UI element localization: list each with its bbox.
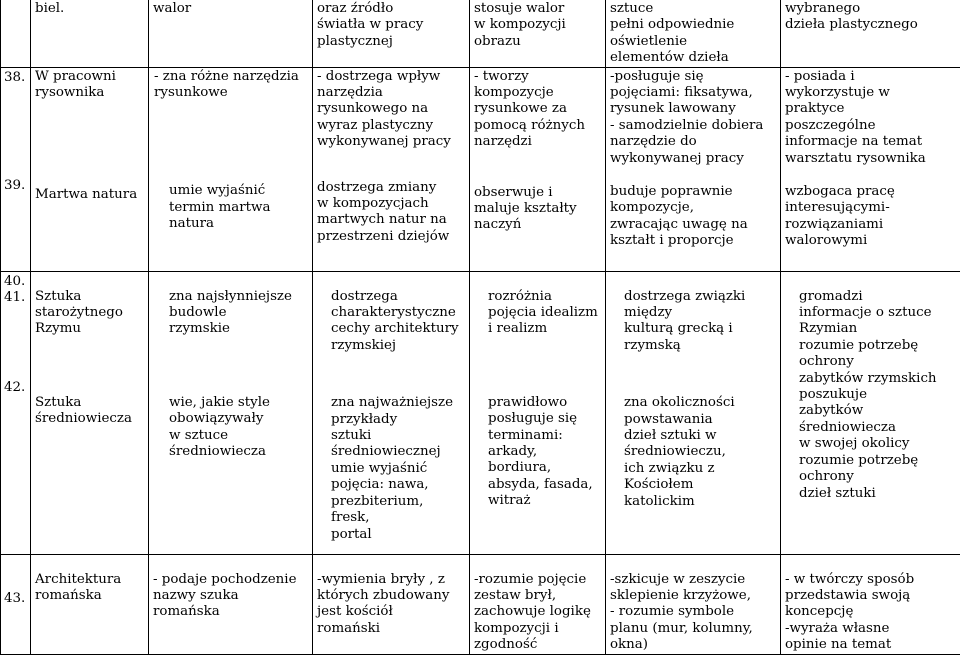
cell-text: dostrzega zmiany w kompozycjach martwych natur na przestrzeni dziejów (317, 180, 465, 246)
cell-text: zna najsłynniejsze budowle rzymskie (153, 289, 308, 338)
lesson-number: 43. (4, 591, 28, 607)
requirement-cell (149, 67, 313, 271)
cell-text: - tworzy kompozycje rysunkowe za pomocą różnych narzędzi (474, 69, 601, 151)
number-cell (1, 271, 31, 554)
cell-text: -wymienia bryły , z których zbudowany jest kościół romański (317, 572, 465, 638)
cell-text: buduje poprawnie kompozycje, zwracając uwagę na kształt i proporcje (610, 184, 776, 250)
lesson-topic: W pracowni rysownika (35, 69, 144, 102)
requirement-cell (606, 67, 781, 271)
requirement-cell (781, 67, 960, 271)
requirement-cell (313, 554, 470, 654)
topic-cell (31, 554, 149, 654)
lesson-number: 40. (4, 274, 28, 290)
cell-text: -szkicuje w zeszycie sklepienie krzyżowe, - rozumie symbole planu (mur, kolumny, okna) (610, 572, 776, 654)
cell-text: wzbogaca pracę interesującymi- rozwiązaniami walorowymi (785, 184, 956, 250)
cell-text: walor (153, 1, 191, 16)
cell-text: dostrzega związki między kulturą grecką i rzymską (610, 289, 776, 355)
cell-text: zna okoliczności powstawania dzieł sztuki w średniowieczu, ich związku z Kościołem katolickim (610, 395, 776, 510)
number-cell (1, 554, 31, 654)
requirement-cell (149, 554, 313, 654)
requirement-cell (606, 271, 781, 554)
topic-cell (31, 0, 149, 67)
lesson-topic: Architektura romańska (35, 572, 144, 605)
lesson-number: 41. (4, 290, 28, 306)
cell-text: - podaje pochodzenie nazwy szuka romańska (153, 572, 308, 621)
requirement-cell (606, 0, 781, 67)
requirement-cell (313, 0, 470, 67)
cell-text: poszukuje zabytków średniowiecza w swojej okolicy rozumie potrzebę ochrony dzieł sztuki (785, 387, 956, 502)
topic-cell (31, 271, 149, 554)
cell-text: biel. (35, 1, 64, 16)
table-row (1, 67, 960, 271)
number-cell (1, 0, 31, 67)
requirement-cell (781, 554, 960, 654)
requirement-cell (470, 554, 606, 654)
requirement-cell (470, 0, 606, 67)
topic-cell (31, 67, 149, 271)
lesson-topic: Sztuka średniowiecza (35, 395, 144, 428)
lesson-topic: Martwa natura (35, 187, 144, 203)
cell-text: - zna różne narzędzia rysunkowe (153, 69, 308, 102)
cell-text: obserwuje i maluje kształty naczyń (474, 185, 601, 234)
cell-text: rozróżnia pojęcia idealizm i realizm (474, 289, 601, 338)
requirement-cell (470, 271, 606, 554)
cell-text: wie, jakie style obowiązywały w sztuce średniowiecza (153, 395, 308, 461)
lesson-topic: Sztuka starożytnego Rzymu (35, 289, 144, 338)
requirement-cell (781, 0, 960, 67)
cell-text: zna najważniejsze przykłady sztuki średniowiecznej umie wyjaśnić pojęcia: nawa, prezbiterium, fresk, portal (317, 395, 465, 543)
requirement-cell (470, 67, 606, 271)
cell-text: umie wyjaśnić termin martwa natura (153, 183, 308, 232)
table-row (1, 554, 960, 654)
cell-text: - w twórczy sposób przedstawia swoją koncepcję -wyraża własne opinie na temat (785, 572, 956, 654)
cell-text: sztuce pełni odpowiednie oświetlenie elementów dzieła (610, 1, 734, 65)
requirement-cell (149, 0, 313, 67)
table-row (1, 0, 960, 67)
requirement-cell (606, 554, 781, 654)
cell-text: - dostrzega wpływ narzędzia rysunkowego na wyraz plastyczny wykonywanej pracy (317, 69, 465, 151)
cell-text: oraz źródło światła w pracy plastycznej (317, 1, 423, 49)
cell-text: prawidłowo posługuje się terminami: arkady, bordiura, absyda, fasada, witraż (474, 395, 601, 510)
cell-text: -rozumie pojęcie zestaw brył, zachowuje logikę kompozycji i zgodność (474, 572, 601, 654)
lesson-number: 42. (4, 380, 28, 396)
cell-text: - posiada i wykorzystuje w praktyce poszczególne informacje na temat warsztatu rysownika (785, 69, 956, 167)
lesson-number: 39. (4, 178, 28, 194)
lesson-number: 38. (4, 70, 28, 86)
cell-text: stosuje walor w kompozycji obrazu (474, 1, 566, 49)
requirement-cell (313, 271, 470, 554)
cell-text: wybranego dzieła plastycznego (785, 1, 918, 32)
requirement-cell (149, 271, 313, 554)
cell-text: -posługuje się pojęciami: fiksatywa, rysunek lawowany - samodzielnie dobiera narzędzie do wykonywanej pracy (610, 69, 776, 167)
number-cell (1, 67, 31, 271)
requirement-cell (313, 67, 470, 271)
cell-text: dostrzega charakterystyczne cechy architektury rzymskiej (317, 289, 465, 355)
table-row (1, 271, 960, 554)
requirement-cell (781, 271, 960, 554)
cell-text: gromadzi informacje o sztuce Rzymian rozumie potrzebę ochrony zabytków rzymskich (785, 289, 956, 387)
